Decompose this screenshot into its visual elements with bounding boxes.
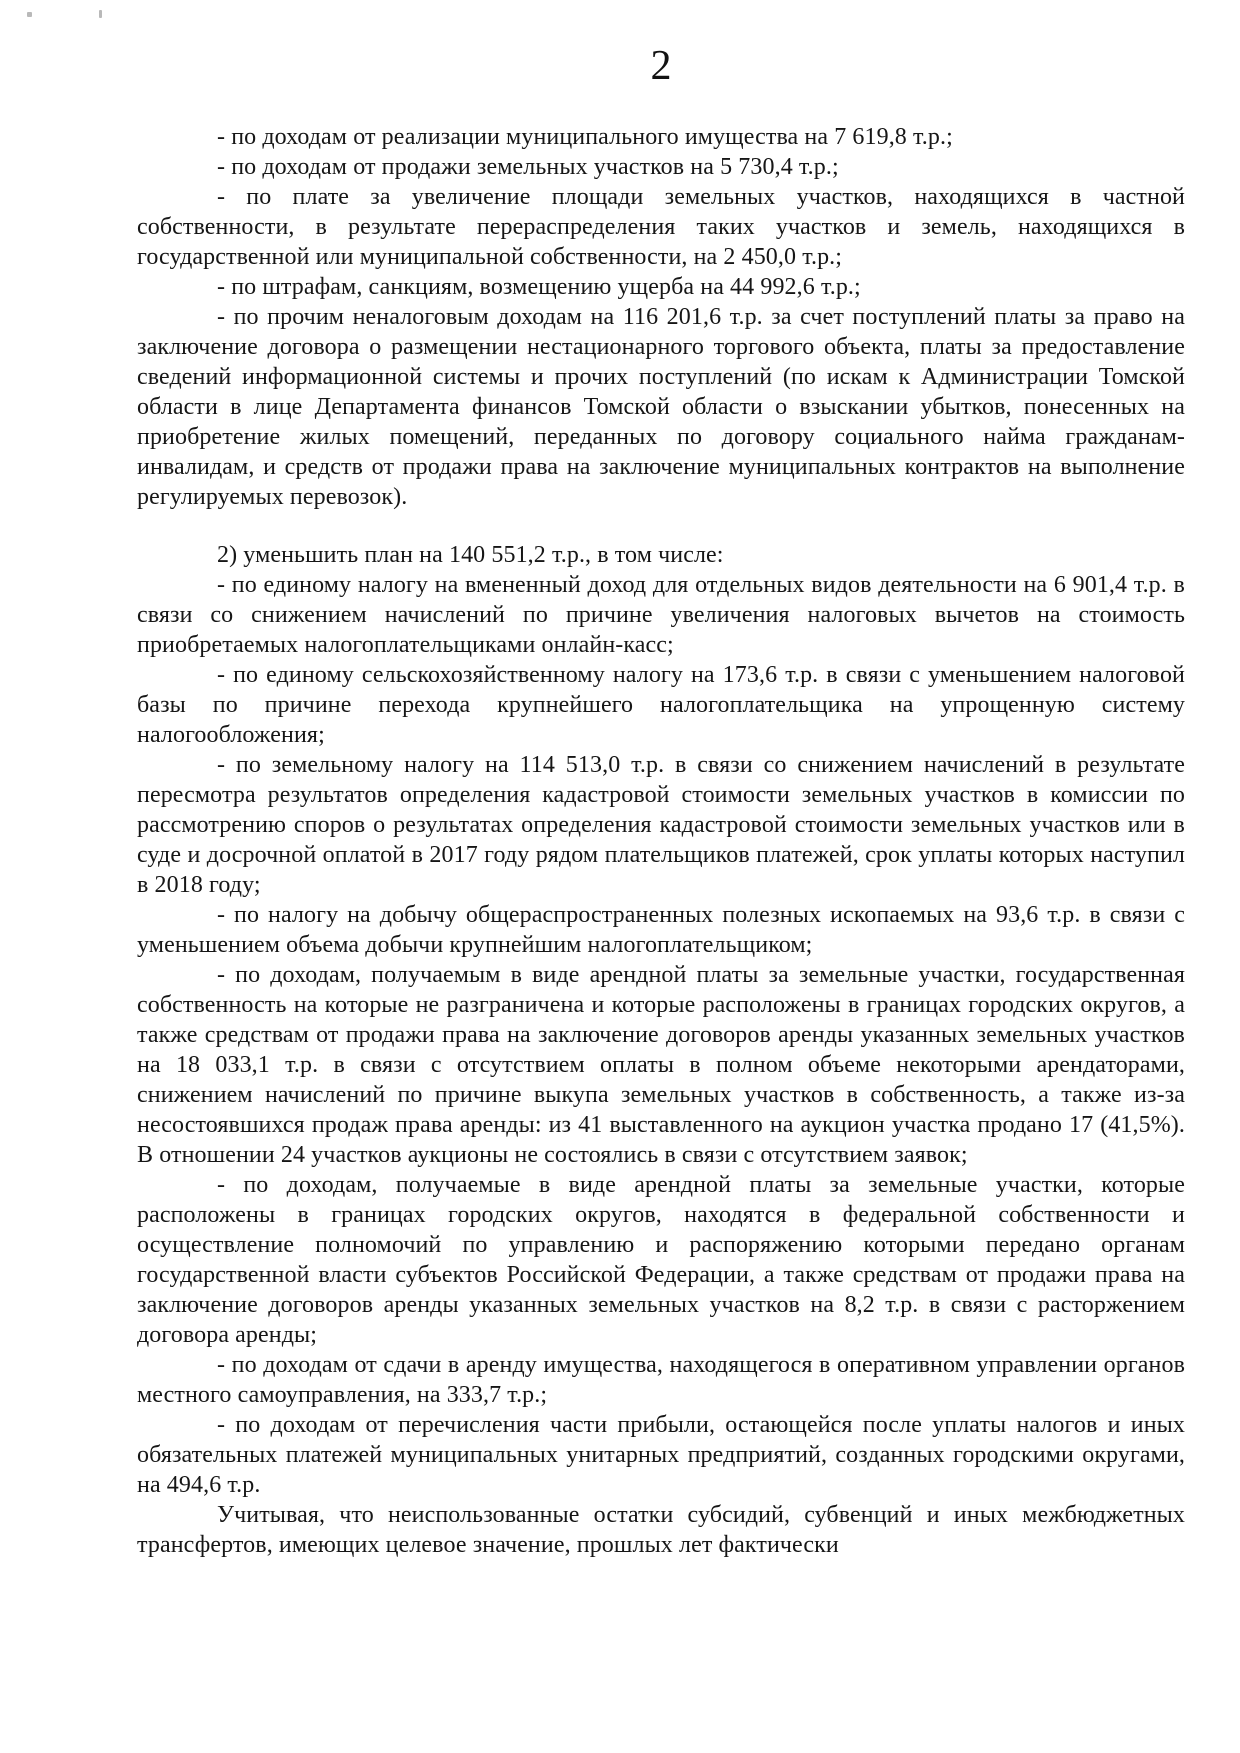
document-paragraph: - по единому сельскохозяйственному налогу на 173,6 т.р. в связи с уменьшением налоговой базы по причине перехода крупнейшего налогоплательщика на упрощенную систему налогообложения; xyxy=(137,662,1185,748)
scan-speck xyxy=(99,10,102,18)
document-body xyxy=(137,122,1185,1560)
document-paragraph-decrease-plan-heading: 2) уменьшить план на 140 551,2 т.р., в том числе: xyxy=(217,542,724,568)
document-paragraph: - по прочим неналоговым доходам на 116 201,6 т.р. за счет поступлений платы за право на заключение договора о размещении нестационарного торгового объекта, платы за предоставление сведений информационной системы и прочих поступлений (по искам к Администрации Томской области в лице Департамента финансов Томской области о взыскании убытков, понесенных на приобретение жилых помещений, переданных по договору социального найма гражданам-инвалидам, и средств от продажи права на заключение муниципальных контрактов на выполнение регулируемых перевозок). xyxy=(137,304,1185,510)
page-number: 2 xyxy=(650,43,672,89)
document-paragraph: Учитывая, что неиспользованные остатки субсидий, субвенций и иных межбюджетных трансфертов, имеющих целевое значение, прошлых лет фактически xyxy=(137,1502,1185,1558)
document-paragraph: - по доходам от продажи земельных участков на 5 730,4 т.р.; xyxy=(217,154,839,180)
document-paragraph: - по налогу на добычу общераспространенных полезных ископаемых на 93,6 т.р. в связи с уменьшением объема добычи крупнейшим налогоплательщиком; xyxy=(137,902,1185,958)
document-paragraph: - по земельному налогу на 114 513,0 т.р. в связи со снижением начислений в результате пересмотра результатов определения кадастровой стоимости земельных участков в комиссии по рассмотрению споров о результатах определения кадастровой стоимости земельных участков или в суде и досрочной оплатой в 2017 году рядом плательщиков платежей, срок уплаты которых наступил в 2018 году; xyxy=(137,752,1185,898)
document-paragraph: - по единому налогу на вмененный доход для отдельных видов деятельности на 6 901,4 т.р. в связи со снижением начислений по причине увеличения налоговых вычетов на стоимость приобретаемых налогоплательщиками онлайн-касс; xyxy=(137,572,1185,658)
document-paragraph: - по доходам, получаемым в виде арендной платы за земельные участки, государственная собственность на которые не разграничена и которые расположены в границах городских округов, а также средствам от продажи права на заключение договоров аренды указанных земельных участков на 18 033,1 т.р. в связи с отсутствием оплаты в полном объеме некоторыми арендаторами, снижением начислений по причине выкупа земельных участков в собственность, а также из-за несостоявшихся продаж права аренды: из 41 выставленного на аукцион участка продано 17 (41,5%). В отношении 24 участков аукционы не состоялись в связи с отсутствием заявок; xyxy=(137,962,1185,1168)
document-paragraph: - по доходам от реализации муниципального имущества на 7 619,8 т.р.; xyxy=(217,124,953,150)
document-paragraph: - по доходам, получаемые в виде арендной платы за земельные участки, которые расположены в границах городских округов, находятся в федеральной собственности и осуществление полномочий по управлению и распоряжению которыми передано органам государственной власти субъектов Российской Федерации, а также средствам от продажи права на заключение договоров аренды указанных земельных участков на 8,2 т.р. в связи с расторжением договора аренды; xyxy=(137,1172,1185,1348)
document-paragraph: - по доходам от сдачи в аренду имущества, находящегося в оперативном управлении органов местного самоуправления, на 333,7 т.р.; xyxy=(137,1352,1185,1408)
document-paragraph: - по плате за увеличение площади земельных участков, находящихся в частной собственности, в результате перераспределения таких участков и земель, находящихся в государственной или муниципальной собственности, на 2 450,0 т.р.; xyxy=(137,184,1185,270)
scan-speck xyxy=(27,12,32,17)
document-paragraph: - по штрафам, санкциям, возмещению ущерба на 44 992,6 т.р.; xyxy=(217,274,861,300)
document-paragraph: - по доходам от перечисления части прибыли, остающейся после уплаты налогов и иных обязательных платежей муниципальных унитарных предприятий, созданных городскими округами, на 494,6 т.р. xyxy=(137,1412,1185,1498)
